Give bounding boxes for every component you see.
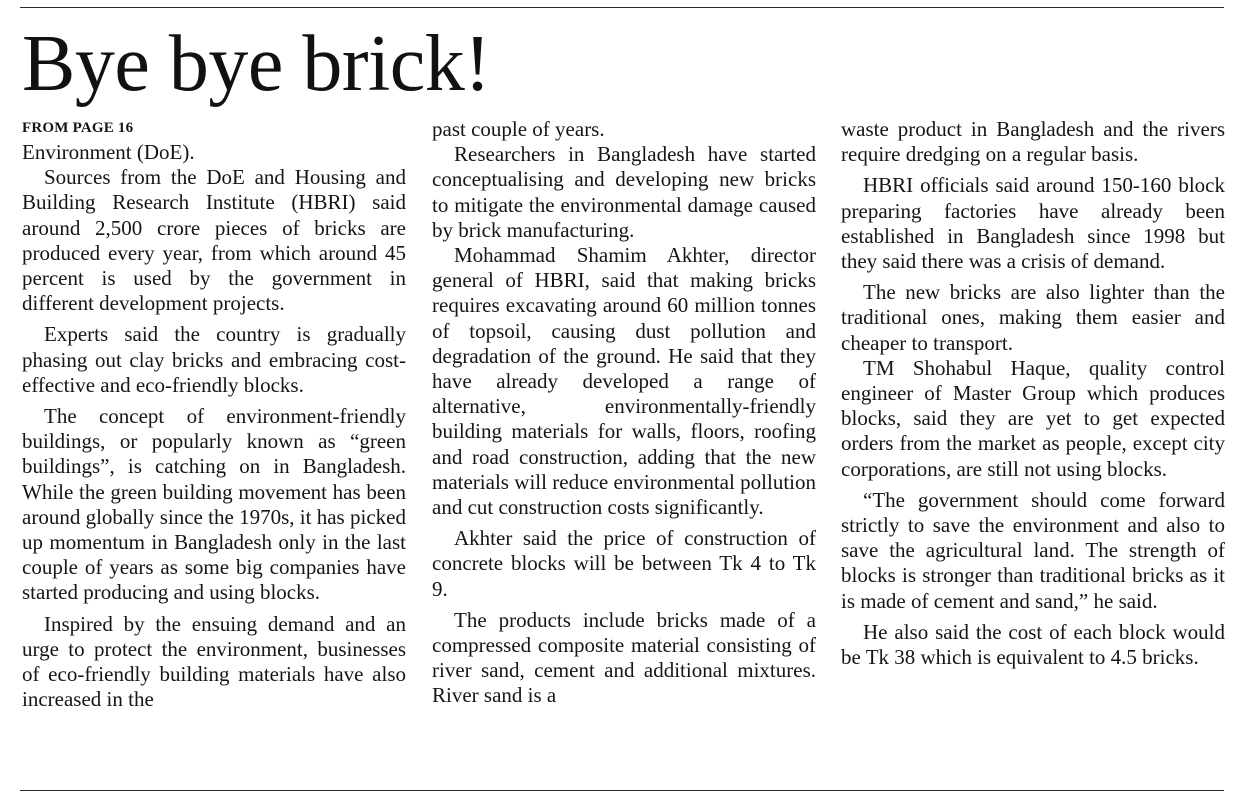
paragraph: Environment (DoE). [22, 140, 195, 164]
paragraph: Inspired by the ensuing demand and an urge to protect the environment, businesses of eco-friendly building materials have also increased in the [22, 611, 406, 712]
paragraph: TM Shohabul Haque, quality control engineer of Master Group which produces blocks, said they are yet to get expected orders from the market as people, except city corporations, are still not using blocks. [841, 355, 1225, 481]
column-2 [432, 117, 816, 709]
paragraph: “The government should come forward strictly to save the environment and also to save the agricultural land. The strength of blocks is stronger than traditional bricks as it is made of cement and sand,” he said. [841, 487, 1225, 613]
column-1 [22, 118, 406, 712]
headline: Bye bye brick! [22, 20, 491, 108]
paragraph: The products include bricks made of a compressed composite material consisting of river sand, cement and additional mixtures. River sand is a [432, 607, 816, 708]
paragraph: Mohammad Shamim Akhter, director general of HBRI, said that making bricks requires excavating around 60 million tonnes of topsoil, causing dust pollution and degradation of the ground. He said that they have already developed a range of alternative, environmentally-friendly building materials for walls, floors, roofing and road construction, adding that the new materials will reduce environmental pollution and cut construction costs significantly. [432, 243, 816, 520]
paragraph: Experts said the country is gradually phasing out clay bricks and embracing cost-effective and eco-friendly blocks. [22, 322, 406, 397]
paragraph: waste product in Bangladesh and the rivers require dredging on a regular basis. [841, 117, 1225, 167]
paragraph: past couple of years. [432, 117, 605, 141]
continued-from-label: FROM PAGE 16 [22, 120, 134, 136]
paragraph: Researchers in Bangladesh have started conceptualising and developing new bricks to mitigate the environmental damage caused by brick manufacturing. [432, 142, 816, 242]
paragraph: HBRI officials said around 150-160 block preparing factories have already been established in Bangladesh since 1998 but they said there was a crisis of demand. [841, 173, 1225, 274]
paragraph: The new bricks are also lighter than the traditional ones, making them easier and cheaper to transport. [841, 280, 1225, 355]
column-3 [841, 117, 1225, 670]
bottom-rule [20, 790, 1224, 791]
paragraph: He also said the cost of each block would be Tk 38 which is equivalent to 4.5 bricks. [841, 619, 1225, 670]
paragraph: The concept of environment-friendly buildings, or popularly known as “green buildings”, is catching on in Bangladesh. While the green building movement has been around globally since the 1970s, it has picked up momentum in Bangladesh only in the last couple of years as some big companies have started producing and using blocks. [22, 404, 406, 605]
paragraph: Sources from the DoE and Housing and Building Research Institute (HBRI) said around 2,500 crore pieces of bricks are produced every year, from which around 45 percent is used by the government in different development projects. [22, 165, 406, 316]
top-rule [20, 7, 1224, 8]
paragraph: Akhter said the price of construction of concrete blocks will be between Tk 4 to Tk 9. [432, 526, 816, 601]
